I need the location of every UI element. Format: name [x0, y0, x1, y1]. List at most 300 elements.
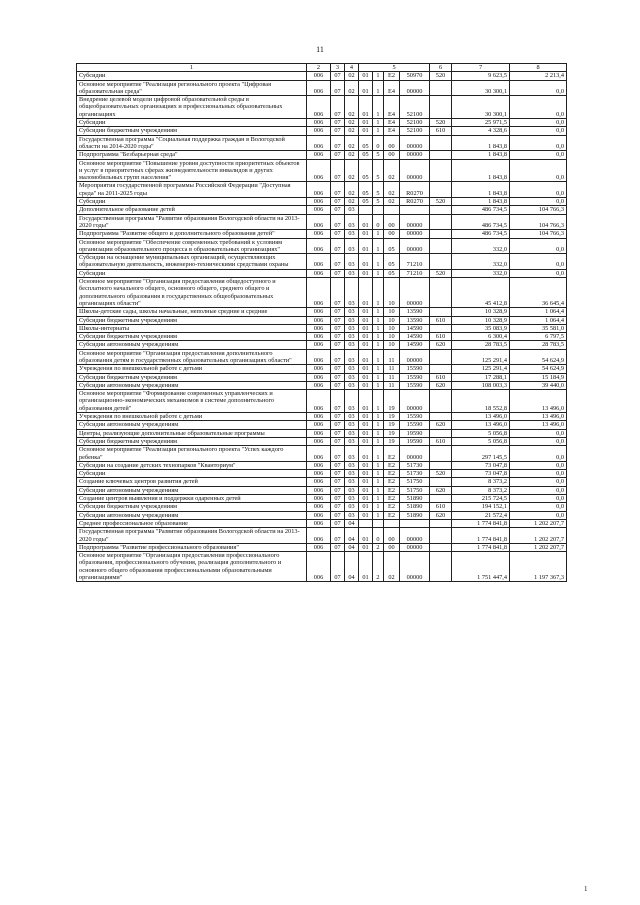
table-row — [77, 238, 567, 254]
row-name-cell: Основное мероприятие "Организация предоставления дополнительного образования детям в государственных образовательных организациях области" — [77, 349, 307, 365]
row-v1-cell: 1 843,8 — [452, 198, 510, 206]
row-c3-cell: 03 — [345, 316, 359, 324]
row-c8-cell: 620 — [430, 381, 452, 389]
row-c2-cell: 07 — [331, 421, 345, 429]
row-name-cell: Государственная программа "Развитие образования Вологодской области на 2013-2020 годы" — [77, 214, 307, 230]
row-c5-cell: 1 — [373, 72, 384, 80]
row-c5-cell: 1 — [373, 127, 384, 135]
row-c1-cell: 006 — [307, 503, 331, 511]
row-c4-cell: 01 — [359, 127, 373, 135]
row-name-cell: Субсидии бюджетным учреждениям — [77, 333, 307, 341]
row-c8-cell — [430, 230, 452, 238]
row-c8-cell: 610 — [430, 316, 452, 324]
row-c6-cell: 10 — [384, 308, 400, 316]
row-c3-cell: 03 — [345, 308, 359, 316]
row-c4-cell: 01 — [359, 96, 373, 119]
row-name-cell: Основное мероприятие "Реализация регионального проекта "Успех каждого ребенка" — [77, 446, 307, 462]
row-c5-cell: 5 — [373, 151, 384, 159]
table-row — [77, 324, 567, 332]
row-c1-cell: 006 — [307, 461, 331, 469]
row-c4-cell: 01 — [359, 230, 373, 238]
row-c2-cell: 07 — [331, 446, 345, 462]
row-c6-cell: 10 — [384, 316, 400, 324]
row-c8-cell — [430, 96, 452, 119]
table-row — [77, 151, 567, 159]
row-c7-cell: 13590 — [400, 316, 430, 324]
row-v1-cell: 108 003,3 — [452, 381, 510, 389]
row-c7-cell: 51890 — [400, 503, 430, 511]
row-c1-cell: 006 — [307, 552, 331, 582]
row-c8-cell — [430, 206, 452, 214]
row-v1-cell: 1 774 841,8 — [452, 543, 510, 551]
row-name-cell: Основное мероприятие "Обеспечение современных требований к условиям организации образовательного процесса в образовательных организациях" — [77, 238, 307, 254]
row-c8-cell — [430, 365, 452, 373]
row-c7-cell: 15590 — [400, 373, 430, 381]
row-v2-cell: 0,0 — [510, 238, 567, 254]
row-v1-cell: 73 047,8 — [452, 461, 510, 469]
row-c3-cell: 02 — [345, 159, 359, 182]
row-c3-cell: 03 — [345, 461, 359, 469]
row-c1-cell: 006 — [307, 72, 331, 80]
row-v2-cell: 0,0 — [510, 96, 567, 119]
row-c8-cell: 610 — [430, 373, 452, 381]
row-c4-cell: 01 — [359, 470, 373, 478]
row-c2-cell: 07 — [331, 333, 345, 341]
row-c2-cell: 07 — [331, 80, 345, 96]
row-name-cell: Субсидии — [77, 198, 307, 206]
row-c5-cell: 5 — [373, 182, 384, 198]
row-c8-cell — [430, 238, 452, 254]
row-c4-cell: 01 — [359, 437, 373, 445]
row-c6-cell: 11 — [384, 373, 400, 381]
table-row — [77, 119, 567, 127]
row-c8-cell — [430, 349, 452, 365]
row-c3-cell: 02 — [345, 119, 359, 127]
row-c2-cell: 07 — [331, 349, 345, 365]
row-c3-cell: 03 — [345, 365, 359, 373]
row-c7-cell: 14590 — [400, 324, 430, 332]
row-v2-cell: 104 766,3 — [510, 230, 567, 238]
row-c6-cell: E2 — [384, 511, 400, 519]
row-v2-cell: 1 197 367,3 — [510, 552, 567, 582]
row-c6-cell — [384, 519, 400, 527]
row-c1-cell: 006 — [307, 390, 331, 413]
row-v2-cell: 0,0 — [510, 486, 567, 494]
row-name-cell: Учреждения по внешкольной работе с детьми — [77, 413, 307, 421]
row-c7-cell: 00000 — [400, 151, 430, 159]
row-c5-cell: 1 — [373, 461, 384, 469]
row-c3-cell: 03 — [345, 495, 359, 503]
row-c5-cell: 1 — [373, 446, 384, 462]
row-c2-cell: 07 — [331, 278, 345, 308]
row-c1-cell: 006 — [307, 543, 331, 551]
row-c2-cell: 07 — [331, 528, 345, 544]
row-c1-cell: 006 — [307, 119, 331, 127]
row-c5-cell — [373, 519, 384, 527]
row-v1-cell: 5 056,8 — [452, 437, 510, 445]
row-c3-cell: 03 — [345, 324, 359, 332]
row-c5-cell: 1 — [373, 486, 384, 494]
row-name-cell: Учреждения по внешкольной работе с детьми — [77, 365, 307, 373]
row-c2-cell: 07 — [331, 72, 345, 80]
row-c3-cell: 03 — [345, 238, 359, 254]
row-c7-cell: 00000 — [400, 552, 430, 582]
row-v2-cell: 0,0 — [510, 119, 567, 127]
page-number: 11 — [316, 45, 324, 54]
row-c8-cell — [430, 446, 452, 462]
header-cell: 6 — [430, 64, 452, 72]
row-c3-cell: 03 — [345, 470, 359, 478]
row-name-cell: Субсидии бюджетным учреждениям — [77, 127, 307, 135]
row-c4-cell: 01 — [359, 413, 373, 421]
row-c6-cell: 05 — [384, 269, 400, 277]
row-v1-cell: 1 774 841,8 — [452, 519, 510, 527]
row-v1-cell: 8 373,2 — [452, 478, 510, 486]
row-v1-cell: 332,0 — [452, 238, 510, 254]
row-name-cell: Субсидии — [77, 72, 307, 80]
row-c1-cell: 006 — [307, 230, 331, 238]
row-c7-cell: 00000 — [400, 214, 430, 230]
row-v2-cell: 1 064,4 — [510, 316, 567, 324]
row-c6-cell: E4 — [384, 80, 400, 96]
row-c7-cell: 19590 — [400, 429, 430, 437]
row-c3-cell: 03 — [345, 373, 359, 381]
row-c8-cell — [430, 413, 452, 421]
row-name-cell: Школы-детские сады, школы начальные, неполные средние и средние — [77, 308, 307, 316]
row-c1-cell: 006 — [307, 214, 331, 230]
row-c5-cell: 1 — [373, 96, 384, 119]
row-c2-cell: 07 — [331, 182, 345, 198]
row-c8-cell — [430, 429, 452, 437]
row-c8-cell — [430, 324, 452, 332]
row-c6-cell: E4 — [384, 119, 400, 127]
row-c5-cell: 1 — [373, 390, 384, 413]
row-v2-cell: 0,0 — [510, 437, 567, 445]
row-c2-cell: 07 — [331, 552, 345, 582]
row-c4-cell: 01 — [359, 503, 373, 511]
row-v2-cell: 54 624,9 — [510, 349, 567, 365]
row-v1-cell: 486 734,5 — [452, 230, 510, 238]
row-c5-cell: 1 — [373, 238, 384, 254]
row-v1-cell: 21 572,4 — [452, 511, 510, 519]
row-c5-cell: 1 — [373, 413, 384, 421]
row-c7-cell: 14590 — [400, 341, 430, 349]
row-c4-cell: 01 — [359, 119, 373, 127]
row-c7-cell: 00000 — [400, 135, 430, 151]
row-c2-cell: 07 — [331, 127, 345, 135]
row-v2-cell: 0,0 — [510, 429, 567, 437]
row-c3-cell: 02 — [345, 72, 359, 80]
header-cell: 4 — [345, 64, 359, 72]
row-v1-cell: 13 496,0 — [452, 421, 510, 429]
row-c6-cell: E2 — [384, 461, 400, 469]
row-c5-cell: 1 — [373, 511, 384, 519]
row-c3-cell: 02 — [345, 96, 359, 119]
row-c3-cell: 03 — [345, 254, 359, 270]
row-c6-cell: E2 — [384, 486, 400, 494]
table-row — [77, 413, 567, 421]
row-v1-cell: 13 496,0 — [452, 413, 510, 421]
row-c5-cell: 1 — [373, 278, 384, 308]
row-v2-cell: 0,0 — [510, 470, 567, 478]
row-c6-cell: 11 — [384, 381, 400, 389]
row-c1-cell: 006 — [307, 519, 331, 527]
row-c5-cell: 1 — [373, 503, 384, 511]
table-row — [77, 543, 567, 551]
table-row — [77, 421, 567, 429]
table-row — [77, 495, 567, 503]
table-row — [77, 365, 567, 373]
row-c8-cell: 610 — [430, 503, 452, 511]
row-c7-cell: 00000 — [400, 80, 430, 96]
row-c5-cell: 5 — [373, 198, 384, 206]
row-c4-cell: 01 — [359, 308, 373, 316]
row-c7-cell: 51890 — [400, 511, 430, 519]
row-v2-cell: 0,0 — [510, 182, 567, 198]
row-name-cell: Субсидии — [77, 470, 307, 478]
row-c7-cell: 13590 — [400, 308, 430, 316]
row-c3-cell: 04 — [345, 528, 359, 544]
row-c2-cell: 07 — [331, 269, 345, 277]
table-row — [77, 198, 567, 206]
row-c4-cell: 05 — [359, 135, 373, 151]
row-c5-cell: 1 — [373, 478, 384, 486]
row-v1-cell: 1 843,8 — [452, 151, 510, 159]
table-row — [77, 486, 567, 494]
row-c4-cell: 01 — [359, 349, 373, 365]
row-v2-cell: 0,0 — [510, 511, 567, 519]
row-v1-cell: 17 288,1 — [452, 373, 510, 381]
row-c1-cell: 006 — [307, 151, 331, 159]
row-c7-cell: 51890 — [400, 495, 430, 503]
row-c8-cell — [430, 159, 452, 182]
row-c2-cell: 07 — [331, 478, 345, 486]
row-c3-cell: 03 — [345, 349, 359, 365]
row-c1-cell: 006 — [307, 269, 331, 277]
row-v2-cell: 2 213,4 — [510, 72, 567, 80]
row-v1-cell: 8 373,2 — [452, 486, 510, 494]
row-c2-cell: 07 — [331, 461, 345, 469]
table-row — [77, 206, 567, 214]
row-c5-cell — [373, 206, 384, 214]
row-v2-cell: 13 496,0 — [510, 390, 567, 413]
table-row — [77, 528, 567, 544]
row-c1-cell: 006 — [307, 80, 331, 96]
row-c8-cell — [430, 182, 452, 198]
row-c3-cell: 02 — [345, 198, 359, 206]
row-c4-cell: 01 — [359, 365, 373, 373]
row-c2-cell: 07 — [331, 373, 345, 381]
row-c2-cell: 07 — [331, 495, 345, 503]
row-c5-cell: 5 — [373, 159, 384, 182]
row-v2-cell: 0,0 — [510, 198, 567, 206]
row-c5-cell: 1 — [373, 119, 384, 127]
row-c7-cell: 52100 — [400, 96, 430, 119]
row-name-cell: Субсидии автономным учреждениям — [77, 341, 307, 349]
row-c2-cell: 07 — [331, 413, 345, 421]
row-c2-cell: 07 — [331, 381, 345, 389]
row-c5-cell: 1 — [373, 495, 384, 503]
table-row — [77, 511, 567, 519]
row-v2-cell: 15 184,9 — [510, 373, 567, 381]
row-v2-cell: 13 496,0 — [510, 421, 567, 429]
row-v2-cell: 0,0 — [510, 446, 567, 462]
row-c1-cell: 006 — [307, 365, 331, 373]
table-row — [77, 230, 567, 238]
row-c3-cell: 03 — [345, 437, 359, 445]
row-c4-cell: 01 — [359, 214, 373, 230]
row-c7-cell: 00000 — [400, 230, 430, 238]
table-row — [77, 552, 567, 582]
row-c2-cell: 07 — [331, 341, 345, 349]
row-c6-cell: E4 — [384, 127, 400, 135]
row-v1-cell: 4 328,6 — [452, 127, 510, 135]
table-row — [77, 503, 567, 511]
row-name-cell: Подпрограмма "Развитие общего и дополнительного образования детей" — [77, 230, 307, 238]
row-c1-cell: 006 — [307, 437, 331, 445]
row-c5-cell: 1 — [373, 349, 384, 365]
table-row — [77, 519, 567, 527]
row-v2-cell: 104 766,3 — [510, 214, 567, 230]
row-c5-cell: 1 — [373, 365, 384, 373]
row-name-cell: Основное мероприятие "Формирование современных управленческих и организационно-экономических механизмов в системе дополнительного образования детей" — [77, 390, 307, 413]
row-v2-cell: 28 783,5 — [510, 341, 567, 349]
row-c4-cell — [359, 519, 373, 527]
row-name-cell: Государственная программа "Развитие образования Вологодской области на 2013-2020 годы" — [77, 528, 307, 544]
table-row — [77, 316, 567, 324]
row-c5-cell: 1 — [373, 429, 384, 437]
row-c5-cell: 1 — [373, 333, 384, 341]
row-name-cell: Основное мероприятие "Реализация регионального проекта "Цифровая образовательная среда" — [77, 80, 307, 96]
row-c6-cell: E2 — [384, 72, 400, 80]
row-v1-cell: 18 552,8 — [452, 390, 510, 413]
row-c5-cell: 0 — [373, 528, 384, 544]
row-c3-cell: 04 — [345, 552, 359, 582]
row-c6-cell: 10 — [384, 333, 400, 341]
row-v2-cell: 39 440,0 — [510, 381, 567, 389]
row-c8-cell — [430, 543, 452, 551]
row-c7-cell: 51730 — [400, 461, 430, 469]
table-row — [77, 341, 567, 349]
row-c2-cell: 07 — [331, 198, 345, 206]
row-c1-cell: 006 — [307, 278, 331, 308]
table-row — [77, 182, 567, 198]
row-c4-cell: 01 — [359, 495, 373, 503]
row-c4-cell: 05 — [359, 159, 373, 182]
row-c1-cell: 006 — [307, 96, 331, 119]
table-row — [77, 159, 567, 182]
row-c8-cell: 520 — [430, 198, 452, 206]
row-c3-cell: 03 — [345, 421, 359, 429]
row-v2-cell: 1 202 207,7 — [510, 543, 567, 551]
row-c8-cell — [430, 214, 452, 230]
table-row — [77, 470, 567, 478]
row-c5-cell: 1 — [373, 269, 384, 277]
row-c2-cell: 07 — [331, 543, 345, 551]
table-row — [77, 373, 567, 381]
row-c8-cell — [430, 390, 452, 413]
row-c8-cell — [430, 135, 452, 151]
table-row — [77, 96, 567, 119]
row-name-cell: Субсидии автономным учреждениям — [77, 511, 307, 519]
row-c5-cell: 0 — [373, 135, 384, 151]
row-c4-cell: 01 — [359, 552, 373, 582]
row-c3-cell: 02 — [345, 151, 359, 159]
row-c1-cell: 006 — [307, 478, 331, 486]
row-v1-cell: 73 047,8 — [452, 470, 510, 478]
row-c5-cell: 1 — [373, 421, 384, 429]
row-v2-cell: 104 766,3 — [510, 206, 567, 214]
row-c6-cell: 02 — [384, 198, 400, 206]
row-name-cell: Внедрение целевой модели цифровой образовательной среды в общеобразовательных организациях и профессиональных образовательных организациях — [77, 96, 307, 119]
row-c6-cell: 02 — [384, 552, 400, 582]
row-c4-cell: 01 — [359, 381, 373, 389]
row-c8-cell — [430, 519, 452, 527]
row-name-cell: Подпрограмма "Развитие профессионального образования" — [77, 543, 307, 551]
table-row — [77, 429, 567, 437]
row-v1-cell: 215 724,5 — [452, 495, 510, 503]
row-c3-cell: 03 — [345, 446, 359, 462]
row-c8-cell: 610 — [430, 333, 452, 341]
row-c5-cell: 1 — [373, 324, 384, 332]
row-c4-cell: 01 — [359, 421, 373, 429]
row-name-cell: Субсидии бюджетным учреждениям — [77, 373, 307, 381]
row-c3-cell: 03 — [345, 429, 359, 437]
row-c5-cell: 1 — [373, 381, 384, 389]
row-c2-cell: 07 — [331, 390, 345, 413]
row-c5-cell: 1 — [373, 308, 384, 316]
row-c3-cell: 03 — [345, 341, 359, 349]
row-v1-cell: 10 328,9 — [452, 308, 510, 316]
row-name-cell: Основное мероприятие "Повышение уровня доступности приоритетных объектов и услуг в приоритетных сферах жизнедеятельности инвалидов и других маломобильных групп населения" — [77, 159, 307, 182]
row-c1-cell: 006 — [307, 446, 331, 462]
row-v1-cell: 45 412,8 — [452, 278, 510, 308]
row-c3-cell: 02 — [345, 135, 359, 151]
row-v2-cell: 36 645,4 — [510, 278, 567, 308]
table-row — [77, 278, 567, 308]
row-c1-cell: 006 — [307, 127, 331, 135]
row-c1-cell: 006 — [307, 341, 331, 349]
row-c7-cell: 00000 — [400, 543, 430, 551]
row-c2-cell: 07 — [331, 308, 345, 316]
row-v2-cell: 0,0 — [510, 495, 567, 503]
table-header-row — [77, 64, 567, 72]
table-row — [77, 72, 567, 80]
row-name-cell: Подпрограмма "Безбарьерная среда" — [77, 151, 307, 159]
row-c3-cell: 03 — [345, 333, 359, 341]
row-c6-cell: 00 — [384, 214, 400, 230]
table-row — [77, 308, 567, 316]
row-c5-cell: 2 — [373, 543, 384, 551]
row-v1-cell: 5 056,8 — [452, 429, 510, 437]
row-v1-cell: 332,0 — [452, 269, 510, 277]
table-row — [77, 80, 567, 96]
row-v1-cell: 332,0 — [452, 254, 510, 270]
table-row — [77, 254, 567, 270]
row-name-cell: Субсидии бюджетным учреждениям — [77, 316, 307, 324]
row-c7-cell: 00000 — [400, 446, 430, 462]
row-c8-cell: 520 — [430, 72, 452, 80]
row-name-cell: Создание центров выявления и поддержки одаренных детей — [77, 495, 307, 503]
row-c6-cell: 19 — [384, 390, 400, 413]
row-c4-cell: 01 — [359, 238, 373, 254]
row-name-cell: Основное мероприятие "Организация предоставления общедоступного и бесплатного начального общего, основного общего, среднего общего и дополнительного образования в государственных общеобразовательных организациях области" — [77, 278, 307, 308]
row-c5-cell: 1 — [373, 470, 384, 478]
row-c1-cell: 006 — [307, 198, 331, 206]
row-c1-cell: 006 — [307, 470, 331, 478]
row-c7-cell — [400, 519, 430, 527]
row-c5-cell: 1 — [373, 230, 384, 238]
